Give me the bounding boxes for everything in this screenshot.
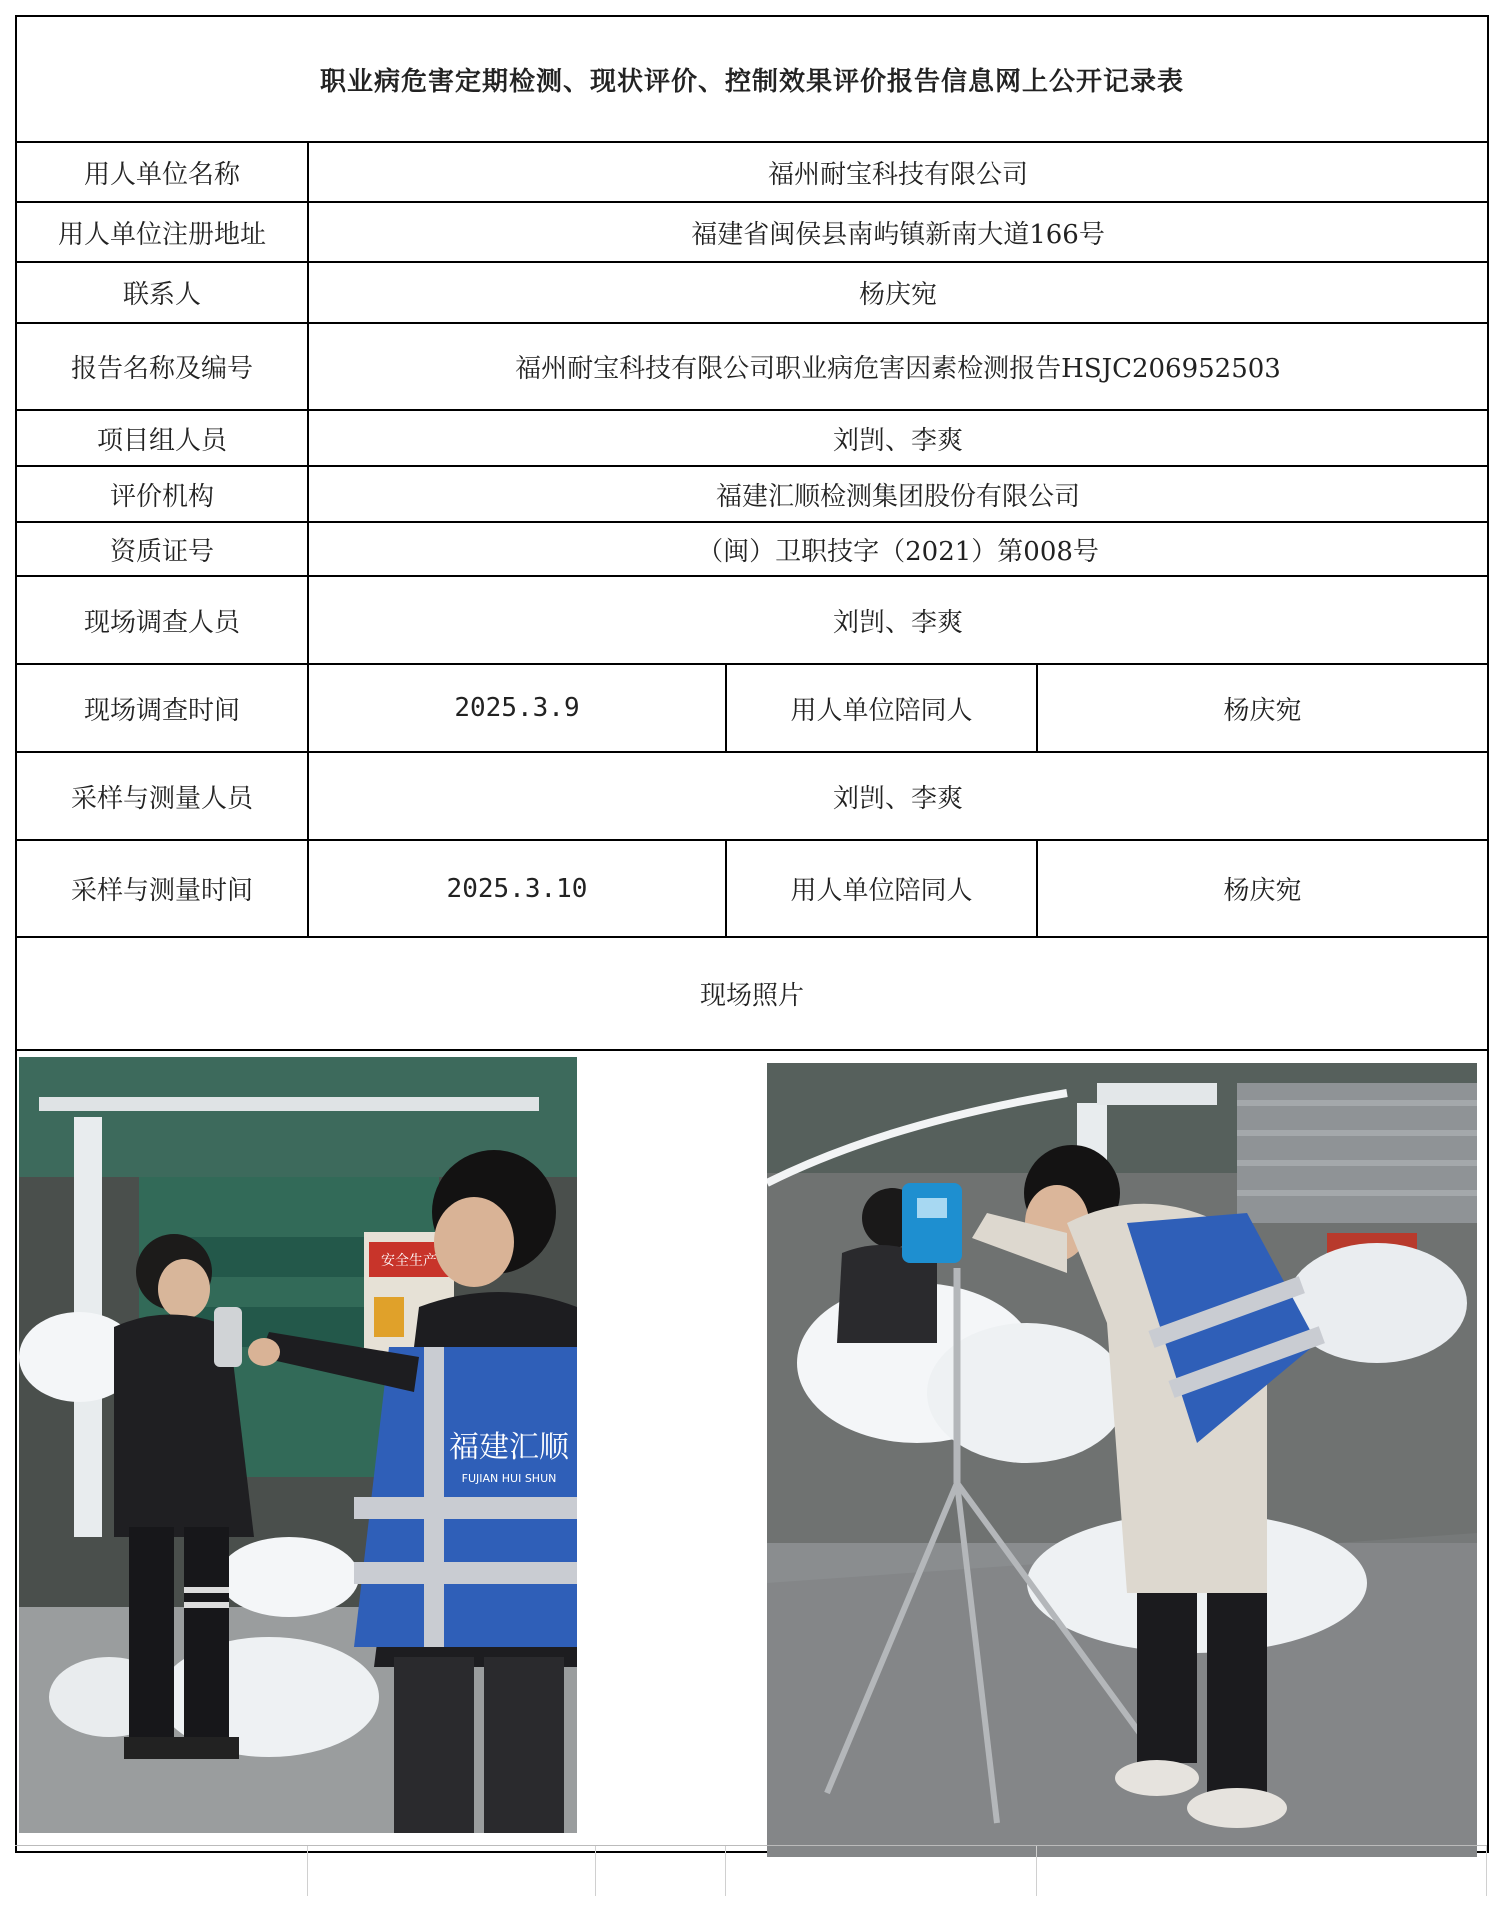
report-value: 福州耐宝科技有限公司职业病危害因素检测报告HSJC206952503 <box>308 323 1488 410</box>
survey-time-value: 2025.3.9 <box>308 664 726 752</box>
sampling-escort-label: 用人单位陪同人 <box>726 840 1037 937</box>
company-label: 用人单位名称 <box>16 142 308 202</box>
grid-line <box>1486 1846 1487 1896</box>
sampling-staff-value: 刘剀、李爽 <box>308 752 1488 840</box>
photo1-sign-text: 安全生产 <box>381 1253 437 1269</box>
survey-staff-label: 现场调查人员 <box>16 576 308 664</box>
sampling-staff-label: 采样与测量人员 <box>16 752 308 840</box>
survey-escort-label: 用人单位陪同人 <box>726 664 1037 752</box>
report-label: 报告名称及编号 <box>16 323 308 410</box>
grid-line <box>307 1846 308 1896</box>
contact-label: 联系人 <box>16 262 308 323</box>
address-label: 用人单位注册地址 <box>16 202 308 262</box>
address-value: 福建省闽侯县南屿镇新南大道166号 <box>308 202 1488 262</box>
page-title: 职业病危害定期检测、现状评价、控制效果评价报告信息网上公开记录表 <box>16 16 1488 142</box>
site-photo-2 <box>767 1063 1477 1857</box>
agency-value: 福建汇顺检测集团股份有限公司 <box>308 466 1488 522</box>
photos-heading: 现场照片 <box>16 937 1488 1050</box>
team-label: 项目组人员 <box>16 410 308 466</box>
license-value: （闽）卫职技字（2021）第008号 <box>308 522 1488 576</box>
contact-value: 杨庆宛 <box>308 262 1488 323</box>
photo1-vest-subtext: FUJIAN HUI SHUN <box>461 1472 557 1485</box>
license-label: 资质证号 <box>16 522 308 576</box>
survey-staff-value: 刘剀、李爽 <box>308 576 1488 664</box>
team-value: 刘剀、李爽 <box>308 410 1488 466</box>
survey-escort-value: 杨庆宛 <box>1037 664 1488 752</box>
grid-line <box>725 1846 726 1896</box>
bottom-grid-lines <box>15 1845 1487 1896</box>
company-value: 福州耐宝科技有限公司 <box>308 142 1488 202</box>
photo1-vest-text: 福建汇顺 <box>449 1430 569 1465</box>
photos-cell <box>16 1050 1488 1852</box>
sampling-escort-value: 杨庆宛 <box>1037 840 1488 937</box>
sampling-time-label: 采样与测量时间 <box>16 840 308 937</box>
survey-time-label: 现场调查时间 <box>16 664 308 752</box>
record-table <box>15 15 1489 1853</box>
record-sheet <box>15 15 1487 1853</box>
agency-label: 评价机构 <box>16 466 308 522</box>
sampling-time-value: 2025.3.10 <box>308 840 726 937</box>
grid-line <box>595 1846 596 1896</box>
grid-line <box>1036 1846 1037 1896</box>
site-photo-1 <box>19 1057 577 1833</box>
